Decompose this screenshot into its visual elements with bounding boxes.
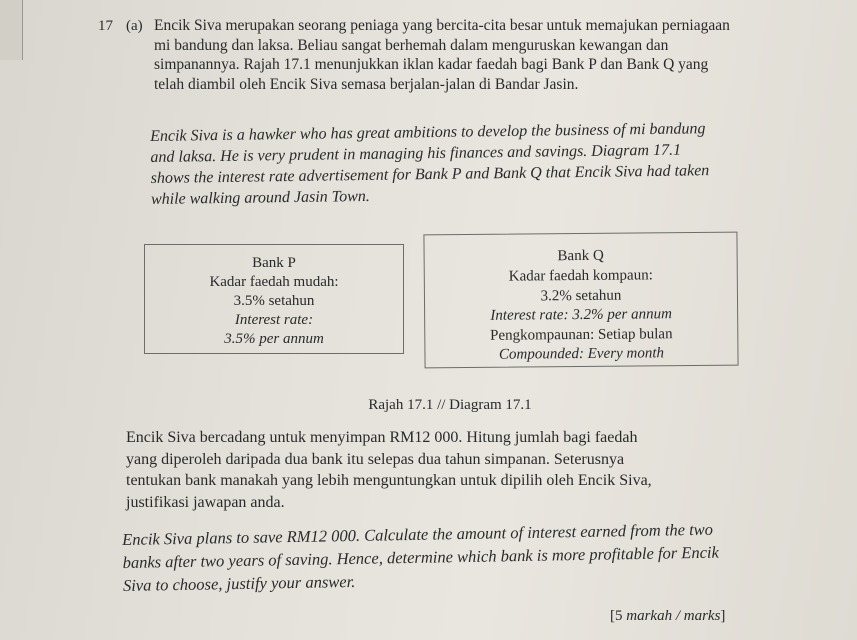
malay-intro-text: Encik Siva merupakan seorang peniaga yang bercita-cita besar untuk memajukan perniagaan mi bandung dan laksa. Beliau sangat berhemah dalam menguruskan kewangan dan simpanannya. Rajah 17.1 menunjukkan iklan kadar faedah bagi Bank P dan Bank Q yang telah diambil oleh Encik Siva semasa berjalan-jalan di Bandar Jasin. bbox=[154, 17, 730, 93]
bank-q-malay-label: Kadar faedah kompaun: bbox=[508, 267, 653, 285]
bank-p-english-rate: 3.5% per annum bbox=[224, 331, 324, 347]
marks-label: markah / marks bbox=[626, 608, 721, 624]
bank-q-malay-rate: 3.2% setahun bbox=[540, 287, 622, 305]
malay-question-text bbox=[126, 427, 736, 513]
bank-q-english-rate: Interest rate: 3.2% per annum bbox=[490, 306, 672, 324]
bank-q-malay-compound: Pengkompaunan: Setiap bulan bbox=[490, 326, 673, 344]
bank-p-malay-label: Kadar faedah mudah: bbox=[209, 274, 339, 290]
question-number: 17 bbox=[98, 18, 113, 34]
marks-open: [5 bbox=[610, 608, 627, 624]
bank-q-title: Bank Q bbox=[557, 247, 604, 265]
marks-allocation bbox=[610, 608, 725, 625]
diagram-caption: Rajah 17.1 // Diagram 17.1 bbox=[368, 397, 532, 413]
malay-question-line-3: tentukan bank manakah yang lebih menguntungkan untuk dipilih oleh Encik Siva, bbox=[126, 472, 652, 489]
english-intro-text: Encik Siva is a hawker who has great ambitions to develop the business of mi bandung and laksa. He is very prudent in managing his finances and savings. Diagram 17.1 shows the interest rate advertisement for Bank P and Bank Q that Encik Siva had taken while walking around Jasin Town. bbox=[150, 120, 710, 208]
bank-p-english-label: Interest rate: bbox=[234, 312, 314, 328]
bank-p-advert bbox=[144, 244, 404, 354]
bank-p-malay-rate: 3.5% setahun bbox=[233, 293, 315, 309]
malay-question-line-4: justifikasi jawapan anda. bbox=[126, 493, 285, 511]
malay-question-line-1: Encik Siva bercadang untuk menyimpan RM12 000. Hitung jumlah bagi faedah bbox=[126, 429, 638, 446]
english-question-text: Encik Siva plans to save RM12 000. Calculate the amount of interest earned from the two banks after two years of saving. Hence, determine which bank is more profitable for Encik Siva to choose, justify your answer. bbox=[122, 519, 720, 595]
bank-q-advert bbox=[423, 232, 738, 369]
bank-q-english-compound: Compounded: Every month bbox=[498, 345, 665, 363]
marks-close: ] bbox=[720, 608, 726, 624]
bank-p-title: Bank P bbox=[252, 255, 296, 271]
malay-question-line-2: yang diperoleh daripada dua bank itu selepas dua tahun simpanan. Seterusnya bbox=[126, 450, 625, 468]
question-part: (a) bbox=[126, 18, 143, 34]
page-margin-strip bbox=[0, 0, 23, 60]
